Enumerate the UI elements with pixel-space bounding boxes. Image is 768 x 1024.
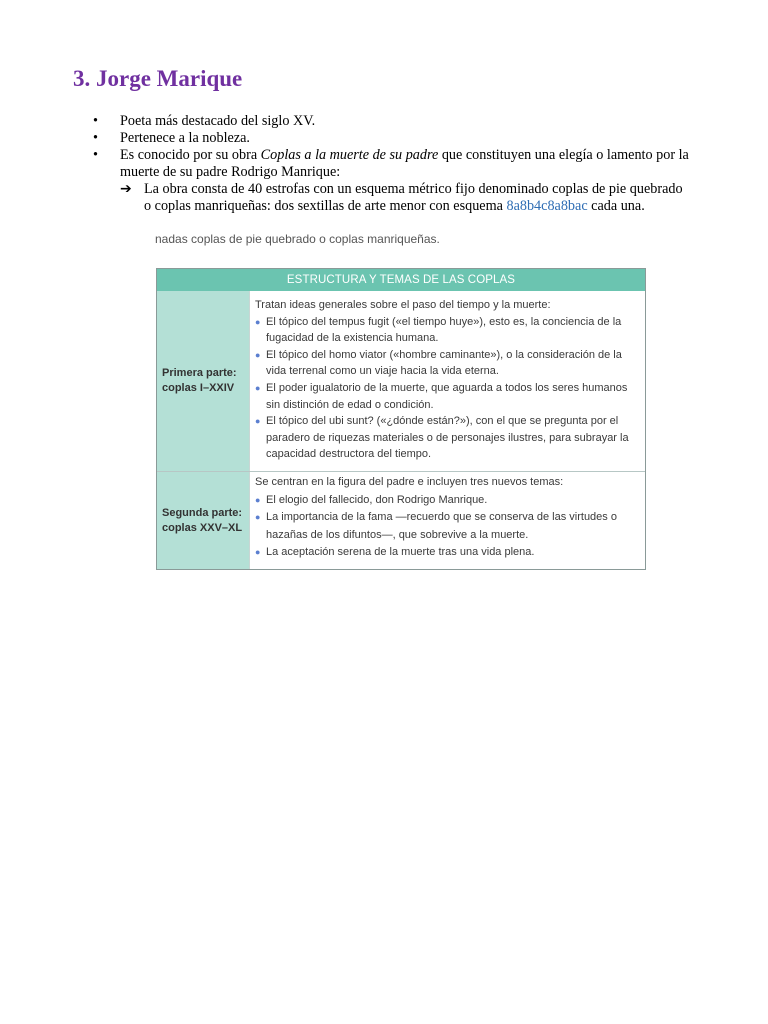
row-intro: Tratan ideas generales sobre el paso del tiempo y la muerte: (255, 299, 551, 311)
bullet-icon: • (93, 130, 98, 146)
bullet-icon: ● (255, 512, 261, 522)
cropped-text: nadas coplas de pie quebrado o coplas manriqueñas. (155, 232, 440, 246)
row-label-line: coplas XXV–XL (162, 521, 243, 534)
bullet-text (120, 147, 693, 181)
item-text: La aceptación serena de la muerte tras una vida plena. (266, 546, 535, 558)
work-title: Coplas a la muerte de su padre (260, 147, 439, 163)
bullet-icon: ● (255, 382, 261, 393)
bullet-icon: ● (255, 316, 261, 327)
list-item (255, 347, 639, 380)
row-content (250, 472, 645, 569)
sub-list-item (120, 181, 693, 215)
list-item (255, 314, 639, 347)
sub-bullet-text (144, 181, 693, 215)
bullet-text-end: que constituyen una elegía o lamento por la muerte de su padre Rodrigo Manrique: (120, 147, 689, 180)
table-row (157, 291, 645, 472)
bullet-icon: ● (255, 494, 261, 505)
item-text: El tópico del homo viator («hombre caminante»), o la consideración de la vida terrenal como un viaje hacia la vida eterna. (266, 348, 622, 378)
row-label (157, 472, 250, 569)
row-content (250, 291, 645, 471)
bullet-list (93, 113, 693, 215)
sub-text-end: cada una. (587, 198, 645, 214)
row-label-line: Primera parte: (162, 367, 237, 379)
bullet-text: Poeta más destacado del siglo XV. (120, 113, 316, 129)
row-label (157, 291, 250, 471)
row-intro: Se centran en la figura del padre e incluyen tres nuevos temas: (255, 476, 564, 488)
metric-scheme: 8a8b4c8a8bac (506, 198, 588, 214)
item-text: El tópico del ubi sunt? («¿dónde están?»), con el que se pregunta por el paradero de riquezas materiales o de personajes ilustres, para subrayar la capacidad destructora del tiempo. (266, 415, 629, 461)
item-text: El elogio del fallecido, don Rodrigo Manrique. (266, 493, 488, 506)
embedded-table-image (150, 232, 650, 574)
list-item (93, 147, 693, 181)
list-item (255, 544, 639, 562)
bullet-icon: • (93, 147, 98, 163)
item-text: El poder igualatorio de la muerte, que aguarda a todos los seres humanos sin distinción de edad o condición. (266, 381, 628, 411)
bullet-text: Pertenece a la nobleza. (120, 130, 250, 146)
right-arrow-icon: ➔ (120, 181, 132, 197)
cropped-text-line (155, 232, 495, 254)
item-text: La importancia de la fama —recuerdo que se conserva de las virtudes o hazañas de los difuntos—, que sobrevive a la muerte. (266, 511, 617, 541)
row-label-line: Segunda parte: (162, 506, 243, 519)
row-label-line: coplas I–XXIV (162, 382, 235, 394)
structure-table (156, 268, 646, 570)
list-item (93, 130, 693, 147)
list-item (255, 413, 639, 463)
list-item (93, 113, 693, 130)
bullet-icon: • (93, 113, 98, 129)
bullet-text-start: Es conocido por su obra (120, 147, 261, 163)
list-item (255, 509, 639, 544)
bullet-icon: ● (255, 349, 261, 360)
table-row (157, 472, 645, 569)
sub-text-start: La obra consta de 40 estrofas con un esquema métrico fijo denominado coplas de pie quebrado o coplas manriqueñas: dos sextillas de arte menor con esquema (144, 181, 683, 214)
list-item (255, 380, 639, 413)
table-header: ESTRUCTURA Y TEMAS DE LAS COPLAS (157, 269, 645, 291)
list-item (255, 492, 639, 510)
bullet-icon: ● (255, 416, 261, 427)
section-heading: 3. Jorge Marique (73, 66, 243, 91)
item-text: El tópico del tempus fugit («el tiempo huye»), esto es, la conciencia de la fugacidad de la existencia humana. (266, 315, 622, 345)
bullet-icon: ● (255, 547, 261, 557)
